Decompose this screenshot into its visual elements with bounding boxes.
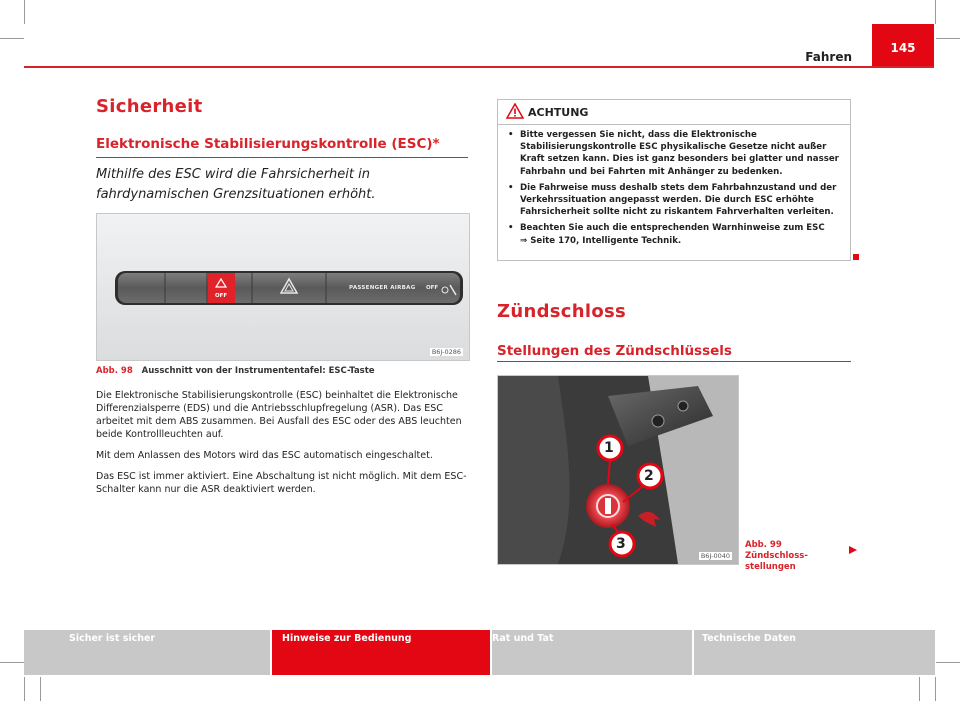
running-title: Fahren: [805, 50, 852, 64]
figure-code: B6J-0286: [431, 348, 461, 356]
subsection-rule: [497, 361, 851, 362]
warning-item: • Beachten Sie auch die entsprechenden Warnhinweise zum ESC: [508, 223, 825, 234]
crop-mark: [935, 0, 936, 24]
warning-title: ACHTUNG: [528, 105, 589, 119]
lead-text: Mithilfe des ESC wird die Fahrsicherheit in fahrdynamischen Grenzsituationen erhöht.: [96, 167, 376, 202]
section-title-sicherheit: Sicherheit: [96, 96, 203, 117]
header-rule: [24, 66, 934, 68]
warning-item: • Bitte vergessen Sie nicht, dass die Elektronische Stabilisierungskontrolle ESC physikalische Gesetze nicht außer Kraft setzen kann. Dies ist ganz besonders bei glatter und nasser Fahrbahn und bei Fahrten mit Anhänger zu bedenken.: [508, 130, 839, 177]
airbag-off-label: OFF: [426, 285, 439, 291]
callout-label: 2: [644, 468, 654, 484]
crop-mark: [0, 38, 24, 39]
crop-mark: [935, 677, 936, 701]
caption-text: Zündschlossstellungen: [745, 551, 808, 572]
section-end-mark: [853, 254, 859, 260]
crop-mark: [24, 0, 25, 24]
warning-body: [498, 125, 850, 247]
warning-header: [498, 100, 850, 125]
callout-label: 1: [604, 440, 614, 456]
subsection-rule: [96, 157, 468, 158]
subsection-title-esc: Elektronische Stabilisierungskontrolle (ESC)*: [96, 136, 440, 152]
section-title-zuendschloss: Zündschloss: [497, 301, 627, 322]
figure-caption-98: [96, 366, 375, 376]
crop-mark: [919, 677, 920, 701]
crop-mark: [40, 677, 41, 701]
body-text-esc: [96, 389, 468, 504]
crop-mark: [936, 662, 960, 663]
warning-box: [497, 99, 851, 261]
paragraph: Mit dem Anlassen des Motors wird das ESC automatisch eingeschaltet.: [96, 450, 433, 461]
continue-arrow-icon: [848, 545, 858, 555]
warning-item: • Die Fahrweise muss deshalb stets dem Fahrbahnzustand und der Verkehrssituation angepasst werden. Die durch ESC erhöhte Fahrsicherheit sollte nicht zu riskantem Fahrverhalten verleiten.: [508, 182, 837, 218]
warning-crossref[interactable]: ⇒ Seite 170, Intelligente Technik.: [520, 235, 682, 246]
crop-mark: [936, 38, 960, 39]
caption-label: Abb. 99: [745, 540, 782, 550]
crop-mark: [0, 662, 24, 663]
caption-text: Ausschnitt von der Instrumententafel: ESC-Taste: [141, 366, 375, 376]
figure-code: B6J-0040: [700, 552, 730, 560]
caption-label: Abb. 98: [96, 366, 133, 376]
callout-label: 3: [616, 536, 626, 552]
footer-tab-sicher-ist-sicher[interactable]: Sicher ist sicher: [24, 630, 270, 675]
crop-mark: [24, 677, 25, 701]
paragraph: Das ESC ist immer aktiviert. Eine Abschaltung ist nicht möglich. Mit dem ESC-Schalter kann nur die ASR deaktiviert werden.: [96, 471, 467, 495]
esc-off-label: OFF: [215, 293, 228, 299]
footer-tab-hinweise-zur-bedienung[interactable]: Hinweise zur Bedienung: [272, 630, 490, 675]
page-number: 145: [872, 24, 934, 68]
figure-ignition-lock: [497, 375, 739, 565]
warning-triangle-icon: [506, 103, 524, 119]
subsection-title-stellungen: Stellungen des Zündschlüssels: [497, 343, 732, 359]
figure-esc-button: [96, 213, 470, 361]
paragraph: Die Elektronische Stabilisierungskontrolle (ESC) beinhaltet die Elektronische Differenzialsperre (EDS) und die Antriebsschlupfregelung (ASR). Das ESC arbeitet mit dem ABS zusammen. Bei Ausfall des ESC oder des ABS leuchten beide Kontrollleuchten auf.: [96, 390, 462, 440]
footer-tab-rat-und-tat[interactable]: Rat und Tat: [492, 630, 692, 675]
passenger-airbag-label: PASSENGER AIRBAG: [349, 285, 416, 291]
footer-tab-technische-daten[interactable]: Technische Daten: [694, 630, 935, 675]
figure-caption-99: [745, 540, 845, 573]
